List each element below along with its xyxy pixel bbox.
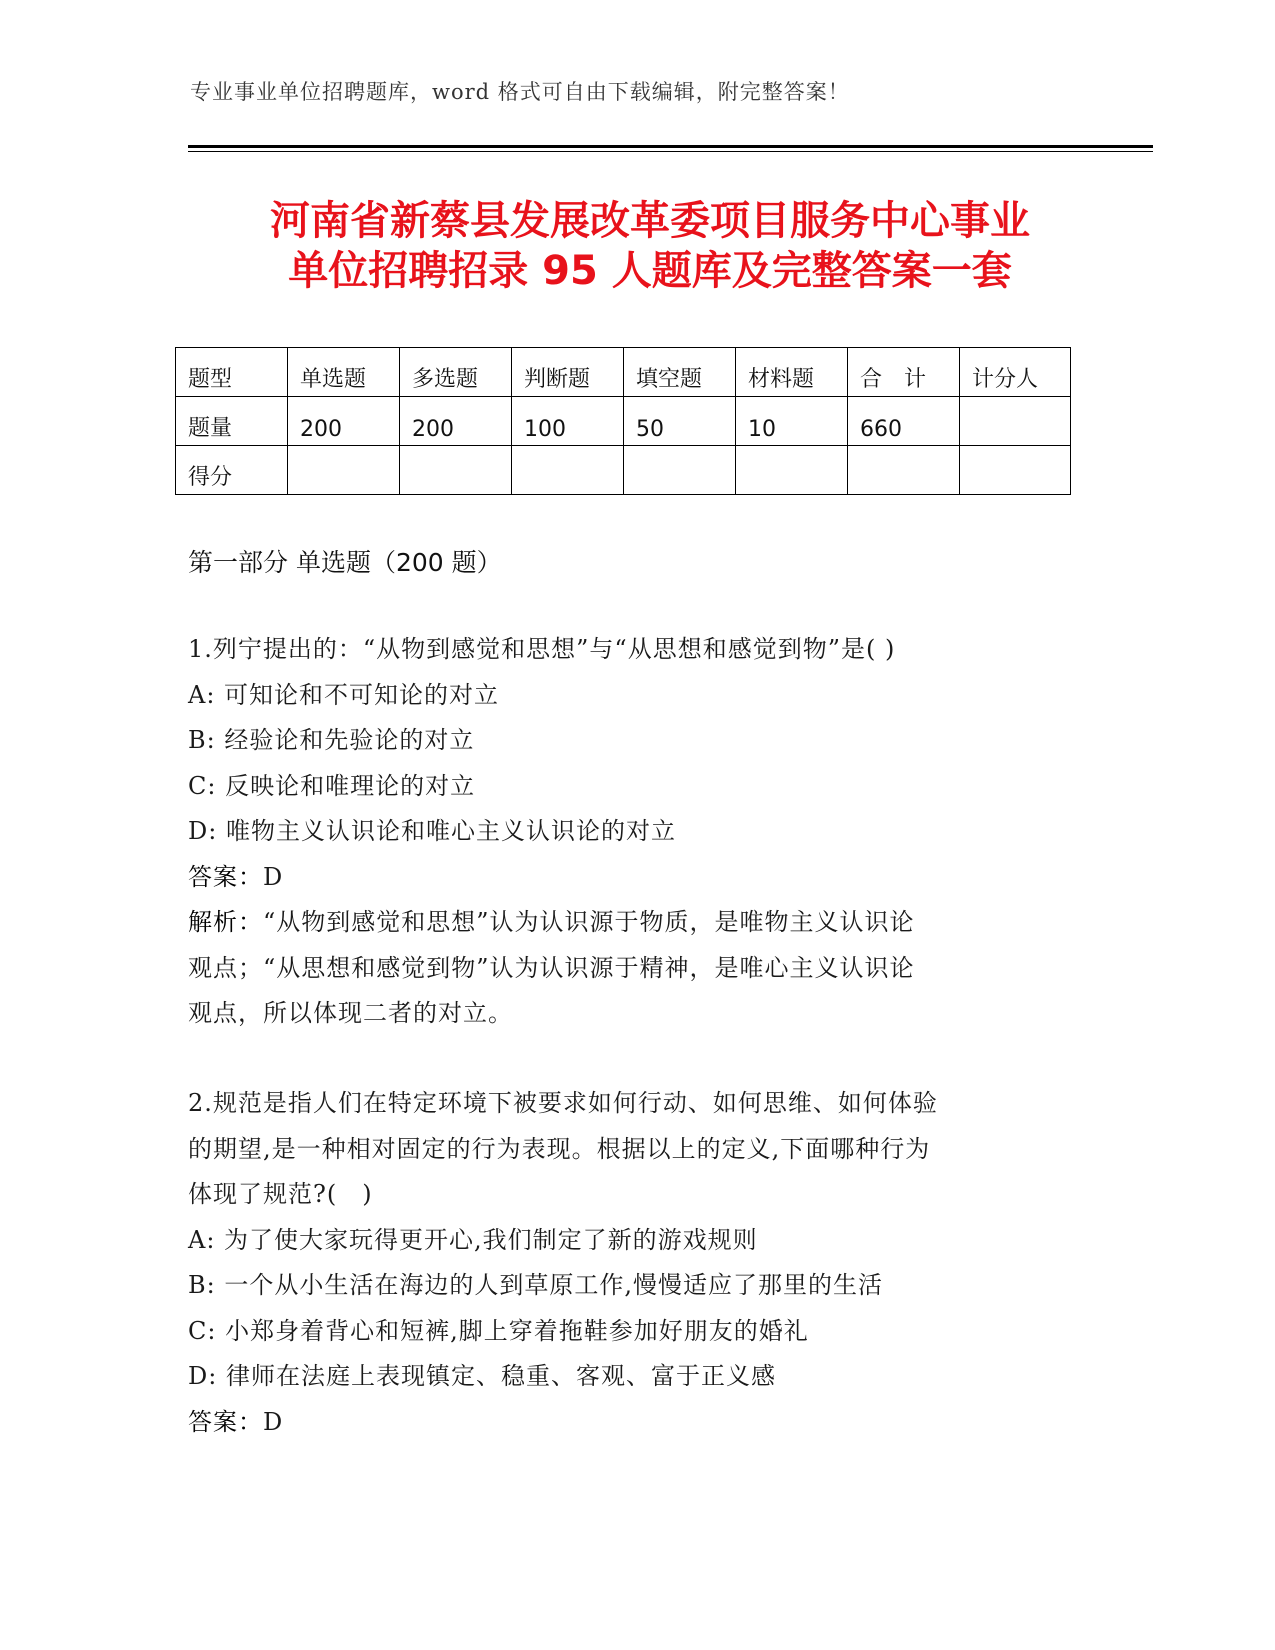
analysis-line-3: 观点，所以体现二者的对立。 xyxy=(188,999,513,1027)
header-cell-multi: 多选题 xyxy=(400,348,512,397)
question-2 xyxy=(188,1081,1088,1445)
analysis-line-1 xyxy=(188,900,1088,946)
score-cell-fill xyxy=(624,446,736,495)
analysis-line-2: 观点；“从思想和感觉到物”认为认识源于精神，是唯心主义认识论 xyxy=(188,953,915,982)
analysis-label: 解析： xyxy=(188,908,263,936)
score-table-count-row xyxy=(176,397,1071,446)
count-cell-material: 10 xyxy=(736,397,848,446)
option-a: A: 为了使大家玩得更开心,我们制定了新的游戏规则 xyxy=(188,1225,758,1254)
header-cell-total: 合 计 xyxy=(848,348,960,397)
option-b: B: 一个从小生活在海边的人到草原工作,慢慢适应了那里的生活 xyxy=(188,1271,883,1299)
answer-label: 答案： xyxy=(188,1407,263,1436)
option-d: D: 律师在法庭上表现镇定、稳重、客观、富于正义感 xyxy=(188,1362,776,1390)
header-rule-thin xyxy=(188,151,1153,152)
option-c: C: 小郑身着背心和短裤,脚上穿着拖鞋参加好朋友的婚礼 xyxy=(188,1316,809,1345)
score-table xyxy=(175,347,1071,495)
score-cell-scorer xyxy=(960,446,1071,495)
answer-line xyxy=(188,1400,1088,1446)
answer-value: D xyxy=(263,862,284,891)
score-cell-judge xyxy=(512,446,624,495)
header-rule-thick xyxy=(188,145,1153,148)
title-line-1: 河南省新蔡县发展改革委项目服务中心事业 xyxy=(270,198,1030,244)
answer-label: 答案： xyxy=(188,862,263,891)
count-cell-fill: 50 xyxy=(624,397,736,446)
option-c: C: 反映论和唯理论的对立 xyxy=(188,771,476,800)
score-cell-material xyxy=(736,446,848,495)
header-note: 专业事业单位招聘题库，word 格式可自由下载编辑，附完整答案！ xyxy=(190,80,850,104)
score-table-header-row xyxy=(176,348,1071,397)
option-a: A: 可知论和不可知论的对立 xyxy=(188,680,500,709)
score-cell-label: 得分 xyxy=(176,446,288,495)
question-stem: 1.列宁提出的：“从物到感觉和思想”与“从思想和感觉到物”是( ) xyxy=(188,635,896,663)
score-table-score-row xyxy=(176,446,1071,495)
score-cell-total xyxy=(848,446,960,495)
score-cell-single xyxy=(288,446,400,495)
answer-line xyxy=(188,855,1088,901)
header-cell-type: 题型 xyxy=(176,348,288,397)
question-stem-line-1: 2.规范是指人们在特定环境下被要求如何行动、如何思维、如何体验 xyxy=(188,1089,938,1117)
count-cell-scorer xyxy=(960,397,1071,446)
analysis-text: “从物到感觉和思想”认为认识源于物质，是唯物主义认识论 xyxy=(263,908,915,936)
question-1 xyxy=(188,627,1088,1037)
header-cell-scorer: 计分人 xyxy=(960,348,1071,397)
header-cell-fill: 填空题 xyxy=(624,348,736,397)
question-stem-line-3: 体现了规范?( ) xyxy=(188,1180,373,1208)
header-cell-material: 材料题 xyxy=(736,348,848,397)
count-cell-single: 200 xyxy=(288,397,400,446)
header-cell-single: 单选题 xyxy=(288,348,400,397)
count-cell-label: 题量 xyxy=(176,397,288,446)
header-cell-judge: 判断题 xyxy=(512,348,624,397)
title-line-2: 单位招聘招录 95 人题库及完整答案一套 xyxy=(288,248,1012,294)
option-b: B: 经验论和先验论的对立 xyxy=(188,726,475,754)
count-cell-total: 660 xyxy=(848,397,960,446)
option-d: D: 唯物主义认识论和唯心主义认识论的对立 xyxy=(188,817,676,845)
count-cell-multi: 200 xyxy=(400,397,512,446)
answer-value: D xyxy=(263,1407,284,1436)
document-title xyxy=(150,196,1150,296)
score-cell-multi xyxy=(400,446,512,495)
section-heading: 第一部分 单选题（200 题） xyxy=(188,548,502,577)
count-cell-judge: 100 xyxy=(512,397,624,446)
question-stem-line-2: 的期望,是一种相对固定的行为表现。根据以上的定义,下面哪种行为 xyxy=(188,1134,931,1163)
